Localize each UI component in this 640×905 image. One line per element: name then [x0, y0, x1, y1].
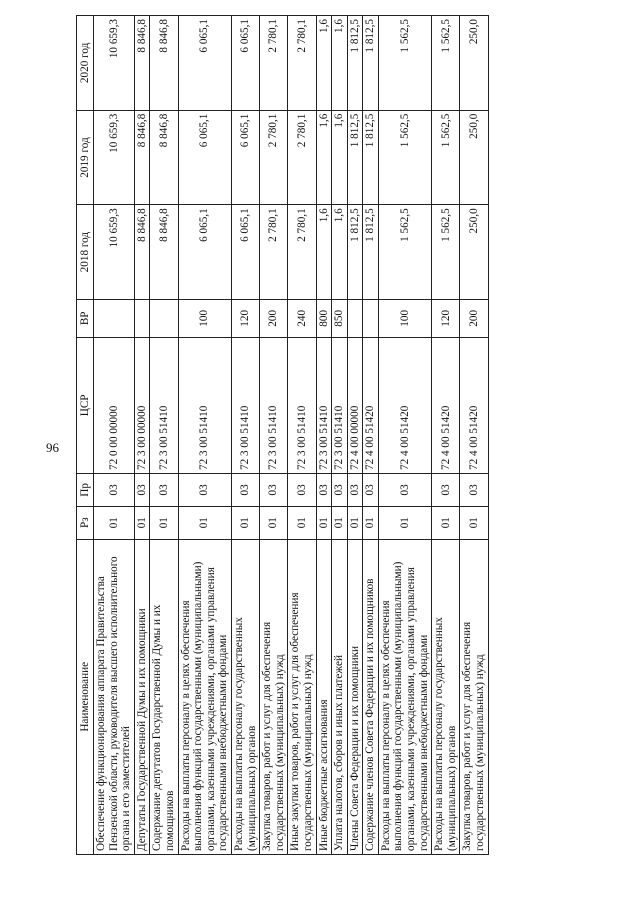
table-row: [432, 16, 460, 855]
cell-2020: 2 780,1: [288, 16, 316, 111]
cell-csr: 72 4 00 00000: [347, 337, 363, 473]
cell-2020: 10 659,3: [94, 16, 135, 111]
cell-pr: 03: [432, 474, 460, 507]
cell-pr: 03: [94, 474, 135, 507]
cell-pr: 03: [134, 474, 150, 507]
table-row: [260, 16, 288, 855]
cell-rz: 01: [134, 506, 150, 539]
cell-vr: 850: [332, 299, 348, 337]
cell-pr: 03: [288, 474, 316, 507]
cell-2019: 2 780,1: [288, 110, 316, 205]
cell-2020: 6 065,1: [231, 16, 259, 111]
cell-2018: 1,6: [332, 205, 348, 300]
cell-pr: 03: [260, 474, 288, 507]
budget-table: [76, 15, 489, 855]
cell-2019: 6 065,1: [231, 110, 259, 205]
header-vr: ВР: [77, 299, 94, 337]
cell-csr: 72 4 00 51420: [363, 337, 379, 473]
cell-2018: 8 846,8: [150, 205, 178, 300]
cell-pr: 03: [460, 474, 488, 507]
cell-2019: 250,0: [460, 110, 488, 205]
cell-name: Расходы на выплаты персоналу в целях обеспечения выполнения функций государственными (муниципальными) органами, казенными учреждениями, органами управления государственными внебюджетными фондами: [178, 539, 231, 854]
cell-vr: 100: [378, 299, 431, 337]
cell-2018: 8 846,8: [134, 205, 150, 300]
cell-name: Расходы на выплаты персоналу в целях обеспечения выполнения функций государственными (муниципальными) органами, казенными учреждениями, органами управления государственными внебюджетными фондами: [378, 539, 431, 854]
header-2019: 2019 год: [77, 110, 94, 205]
cell-csr: 72 3 00 51410: [150, 337, 178, 473]
cell-rz: 01: [460, 506, 488, 539]
cell-2020: 1,6: [332, 16, 348, 111]
cell-2020: 1 562,5: [378, 16, 431, 111]
cell-2020: 8 846,8: [150, 16, 178, 111]
cell-vr: [347, 299, 363, 337]
cell-2018: 10 659,3: [94, 205, 135, 300]
cell-csr: 72 3 00 51410: [178, 337, 231, 473]
cell-2020: 1,6: [316, 16, 332, 111]
table-row: [316, 16, 332, 855]
table-body: [94, 16, 489, 855]
cell-pr: 03: [363, 474, 379, 507]
cell-rz: 01: [231, 506, 259, 539]
cell-pr: 03: [347, 474, 363, 507]
cell-rz: 01: [363, 506, 379, 539]
cell-pr: 03: [178, 474, 231, 507]
cell-csr: 72 4 00 51420: [460, 337, 488, 473]
cell-name: Иные бюджетные ассигнования: [316, 539, 332, 854]
table-row: [178, 16, 231, 855]
table-row: [378, 16, 431, 855]
table-row: [332, 16, 348, 855]
cell-csr: 72 3 00 51410: [316, 337, 332, 473]
cell-2019: 6 065,1: [178, 110, 231, 205]
cell-2018: 1 812,5: [347, 205, 363, 300]
header-rz: Рз: [77, 506, 94, 539]
cell-2018: 2 780,1: [288, 205, 316, 300]
cell-name: Содержание депутатов Государственной Думы и их помощников: [150, 539, 178, 854]
cell-pr: 03: [332, 474, 348, 507]
cell-vr: 120: [432, 299, 460, 337]
table-row: [150, 16, 178, 855]
cell-2020: 1 812,5: [347, 16, 363, 111]
cell-pr: 03: [231, 474, 259, 507]
cell-pr: 03: [378, 474, 431, 507]
cell-vr: 800: [316, 299, 332, 337]
cell-2020: 250,0: [460, 16, 488, 111]
rotated-budget-table-container: [76, 15, 636, 855]
cell-rz: 01: [332, 506, 348, 539]
cell-pr: 03: [150, 474, 178, 507]
cell-vr: 100: [178, 299, 231, 337]
cell-rz: 01: [260, 506, 288, 539]
cell-csr: 72 3 00 51410: [231, 337, 259, 473]
cell-2019: 2 780,1: [260, 110, 288, 205]
cell-name: Закупка товаров, работ и услуг для обеспечения государственных (муниципальных) нужд: [460, 539, 488, 854]
cell-name: Закупка товаров, работ и услуг для обеспечения государственных (муниципальных) нужд: [260, 539, 288, 854]
cell-rz: 01: [178, 506, 231, 539]
cell-vr: [363, 299, 379, 337]
cell-2018: 1 562,5: [432, 205, 460, 300]
table-row: [363, 16, 379, 855]
cell-csr: 72 0 00 00000: [94, 337, 135, 473]
cell-csr: 72 4 00 51420: [378, 337, 431, 473]
cell-rz: 01: [378, 506, 431, 539]
cell-vr: [134, 299, 150, 337]
header-csr: ЦСР: [77, 337, 94, 473]
cell-csr: 72 3 00 51410: [332, 337, 348, 473]
cell-pr: 03: [316, 474, 332, 507]
cell-2019: 1,6: [332, 110, 348, 205]
cell-2020: 1 562,5: [432, 16, 460, 111]
table-row: [231, 16, 259, 855]
cell-2020: 6 065,1: [178, 16, 231, 111]
cell-vr: 200: [460, 299, 488, 337]
cell-rz: 01: [347, 506, 363, 539]
header-pr: Пр: [77, 474, 94, 507]
cell-name: Депутаты Государственной Думы и их помощники: [134, 539, 150, 854]
cell-2020: 2 780,1: [260, 16, 288, 111]
cell-2019: 1 562,5: [378, 110, 431, 205]
table-row: [134, 16, 150, 855]
cell-name: Уплата налогов, сборов и иных платежей: [332, 539, 348, 854]
cell-csr: 72 3 00 00000: [134, 337, 150, 473]
page-number: 96: [46, 440, 59, 455]
cell-rz: 01: [316, 506, 332, 539]
cell-vr: 240: [288, 299, 316, 337]
cell-csr: 72 3 00 51410: [288, 337, 316, 473]
cell-vr: 200: [260, 299, 288, 337]
cell-csr: 72 3 00 51410: [260, 337, 288, 473]
cell-2019: 1 812,5: [363, 110, 379, 205]
cell-vr: [94, 299, 135, 337]
cell-2019: 10 659,3: [94, 110, 135, 205]
header-2018: 2018 год: [77, 205, 94, 300]
cell-rz: 01: [150, 506, 178, 539]
cell-name: Члены Совета Федерации и их помощники: [347, 539, 363, 854]
cell-2019: 1 812,5: [347, 110, 363, 205]
cell-2018: 1,6: [316, 205, 332, 300]
cell-2018: 6 065,1: [178, 205, 231, 300]
cell-rz: 01: [288, 506, 316, 539]
cell-name: Содержание членов Совета Федерации и их помощников: [363, 539, 379, 854]
cell-vr: 120: [231, 299, 259, 337]
header-2020: 2020 год: [77, 16, 94, 111]
cell-2018: 6 065,1: [231, 205, 259, 300]
cell-2019: 1 562,5: [432, 110, 460, 205]
cell-2018: 250,0: [460, 205, 488, 300]
cell-2019: 1,6: [316, 110, 332, 205]
cell-name: Расходы на выплаты персоналу государственных (муниципальных) органов: [432, 539, 460, 854]
cell-csr: 72 4 00 51420: [432, 337, 460, 473]
cell-2018: 2 780,1: [260, 205, 288, 300]
cell-name: Расходы на выплаты персоналу государственных (муниципальных) органов: [231, 539, 259, 854]
cell-name: Обеспечение функционирования аппарата Правительства Пензенской области, руководителя высшего исполнительного органа и его заместителей: [94, 539, 135, 854]
cell-2018: 1 812,5: [363, 205, 379, 300]
cell-vr: [150, 299, 178, 337]
cell-2018: 1 562,5: [378, 205, 431, 300]
cell-rz: 01: [432, 506, 460, 539]
header-row: [77, 16, 94, 855]
table-row: [460, 16, 488, 855]
table-row: [288, 16, 316, 855]
cell-2019: 8 846,8: [150, 110, 178, 205]
table-row: [347, 16, 363, 855]
table-row: [94, 16, 135, 855]
cell-2020: 8 846,8: [134, 16, 150, 111]
cell-name: Иные закупки товаров, работ и услуг для обеспечения государственных (муниципальных) нужд: [288, 539, 316, 854]
header-name: Наименование: [77, 539, 94, 854]
cell-2019: 8 846,8: [134, 110, 150, 205]
cell-rz: 01: [94, 506, 135, 539]
cell-2020: 1 812,5: [363, 16, 379, 111]
